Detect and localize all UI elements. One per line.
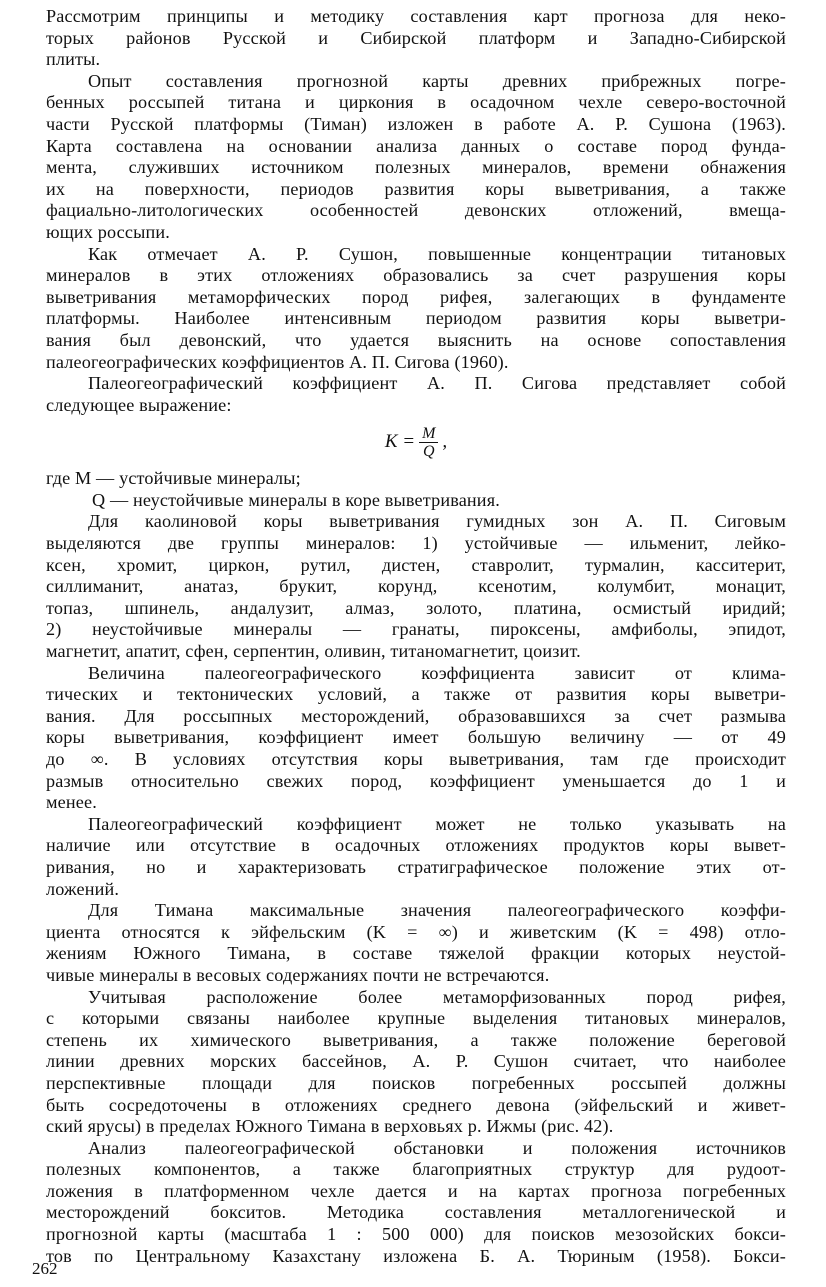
text-line: Палеогеографический коэффициент А. П. Сигова представляет собой [88, 373, 786, 394]
text-line: платформы. Наиболее интенсивным периодом развития коры выветри- [46, 308, 786, 329]
text-line: мента, служивших источником полезных минералов, времени обнажения [46, 157, 786, 178]
text-line: силлиманит, анатаз, брукит, корунд, ксенотим, колумбит, монацит, [46, 576, 786, 597]
formula [46, 418, 786, 466]
text-line: торых районов Русской и Сибирской платформ и Западно-Сибирской [46, 27, 786, 48]
text-line: полезных компонентов, а также благоприятных структур для рудоот- [46, 1159, 786, 1180]
formula-trail: , [442, 431, 448, 453]
text-line: быть сосредоточены в отложениях среднего девона (эйфельский и живет- [46, 1094, 786, 1115]
paragraph [46, 814, 786, 900]
formula-denominator: Q [422, 442, 435, 460]
text-line: Для каолиновой коры выветривания гумидных зон А. П. Сиговым [88, 511, 786, 532]
text-line: Анализ палеогеографической обстановки и положения источников [88, 1137, 786, 1158]
text-line: месторождений бокситов. Методика составления металлогенической и [46, 1202, 786, 1223]
definition-line: где M — устойчивые минералы; [46, 468, 301, 489]
text-line: Как отмечает А. Р. Сушон, повышенные концентрации титановых [88, 243, 786, 264]
text-line: Учитывая расположение более метаморфизованных пород рифея, [88, 986, 786, 1007]
text-line: выделяются две группы минералов: 1) устойчивые — ильменит, лейко- [46, 533, 786, 554]
text-line: менее. [46, 792, 97, 813]
formula-lhs: K = [384, 431, 416, 453]
text-line: топаз, шпинель, андалузит, алмаз, золото, платина, осмистый иридий; [46, 597, 786, 618]
page-number: 262 [32, 1259, 58, 1278]
text-line: размыв относительно свежих пород, коэффициент уменьшается до 1 и [46, 770, 786, 791]
text-line: тических и тектонических условий, а также от развития коры выветри- [46, 684, 786, 705]
text-line: перспективные площади для поисков погребенных россыпей должны [46, 1072, 786, 1093]
paragraph [46, 663, 786, 814]
text-line: их на поверхности, периодов развития коры выветривания, а также [46, 178, 786, 199]
text-line: прогнозной карты (масштаба 1 : 500 000) для поисков мезозойских бокси- [46, 1224, 786, 1245]
text-line: чивые минералы в весовых содержаниях почти не встречаются. [46, 964, 550, 985]
formula-definitions [46, 468, 786, 511]
text-line: коры выветривания, коэффициент имеет большую величину — от 49 [46, 727, 786, 748]
formula-fraction [419, 425, 438, 460]
text-line: наличие или отсутствие в осадочных отложениях продуктов коры вывет- [46, 835, 786, 856]
text-line: Величина палеогеографического коэффициента зависит от клима- [88, 662, 786, 683]
text-line: следующее выражение: [46, 394, 232, 415]
text-line: палеогеографических коэффициентов А. П. Сигова (1960). [46, 351, 509, 372]
text-line: Палеогеографический коэффициент может не только указывать на [88, 813, 786, 834]
text-line: Для Тимана максимальные значения палеогеографического коэффи- [88, 900, 786, 921]
text-line: вания. Для россыпных месторождений, образовавшихся за счет размыва [46, 705, 786, 726]
text-line: линии древних морских бассейнов, А. Р. Сушон считает, что наиболее [46, 1051, 786, 1072]
text-line: Карта составлена на основании анализа данных о составе пород фунда- [46, 135, 786, 156]
text-line: 2) неустойчивые минералы — гранаты, пироксены, амфиболы, эпидот, [46, 619, 786, 640]
text-line: ложения в платформенном чехле дается и на картах прогноза погребенных [46, 1180, 786, 1201]
paragraph [46, 71, 786, 244]
paragraph [46, 511, 786, 662]
paragraph [46, 987, 786, 1138]
text-line: минералов в этих отложениях образовались за счет разрушения коры [46, 265, 786, 286]
text-line: тов по Центральному Казахстану изложена Б. А. Тюриным (1958). Бокси- [46, 1245, 786, 1266]
formula-numerator: M [419, 425, 438, 443]
text-line: Рассмотрим принципы и методику составления карт прогноза для неко- [46, 6, 786, 26]
text-line: ксен, хромит, циркон, рутил, дистен, ставролит, турмалин, касситерит, [46, 554, 786, 575]
text-line: вания был девонский, что удается выяснить на основе сопоставления [46, 329, 786, 350]
paragraph [46, 1138, 786, 1268]
paragraph [46, 900, 786, 986]
text-line: ющих россыпи. [46, 221, 170, 242]
text-line: до ∞. В условиях отсутствия коры выветривания, там где происходит [46, 749, 786, 769]
text-line: ский ярусы) в пределах Южного Тимана в верховьях р. Ижмы (рис. 42). [46, 1116, 614, 1137]
text-line: выветривания метаморфических пород рифея, залегающих в фундаменте [46, 286, 786, 307]
text-line: Опыт составления прогнозной карты древних прибрежных погре- [88, 70, 786, 91]
paragraph [46, 244, 786, 374]
paragraph [46, 373, 786, 416]
text-line: с которыми связаны наиболее крупные выделения титановых минералов, [46, 1008, 786, 1029]
text-line: фациально-литологических особенностей девонских отложений, вмеща- [46, 200, 786, 221]
text-line: магнетит, апатит, сфен, серпентин, оливин, титаномагнетит, цоизит. [46, 641, 581, 662]
paragraph [46, 6, 786, 71]
text-line: степень их химического выветривания, а также положение береговой [46, 1029, 786, 1050]
text-line: циента относятся к эйфельским (K = ∞) и живетским (K = 498) отло- [46, 921, 786, 942]
text-line: бенных россыпей титана и циркония в осадочном чехле северо-восточной [46, 92, 786, 113]
text-line: плиты. [46, 49, 101, 70]
text-line: ривания, но и характеризовать стратиграфическое положение этих от- [46, 856, 786, 877]
text-line: ложений. [46, 878, 120, 899]
definition-line: Q — неустойчивые минералы в коре выветривания. [92, 489, 500, 510]
text-line: части Русской платформы (Тиман) изложен в работе А. Р. Сушона (1963). [46, 113, 786, 134]
text-line: жениям Южного Тимана, в составе тяжелой фракции которых неустой- [46, 943, 786, 964]
